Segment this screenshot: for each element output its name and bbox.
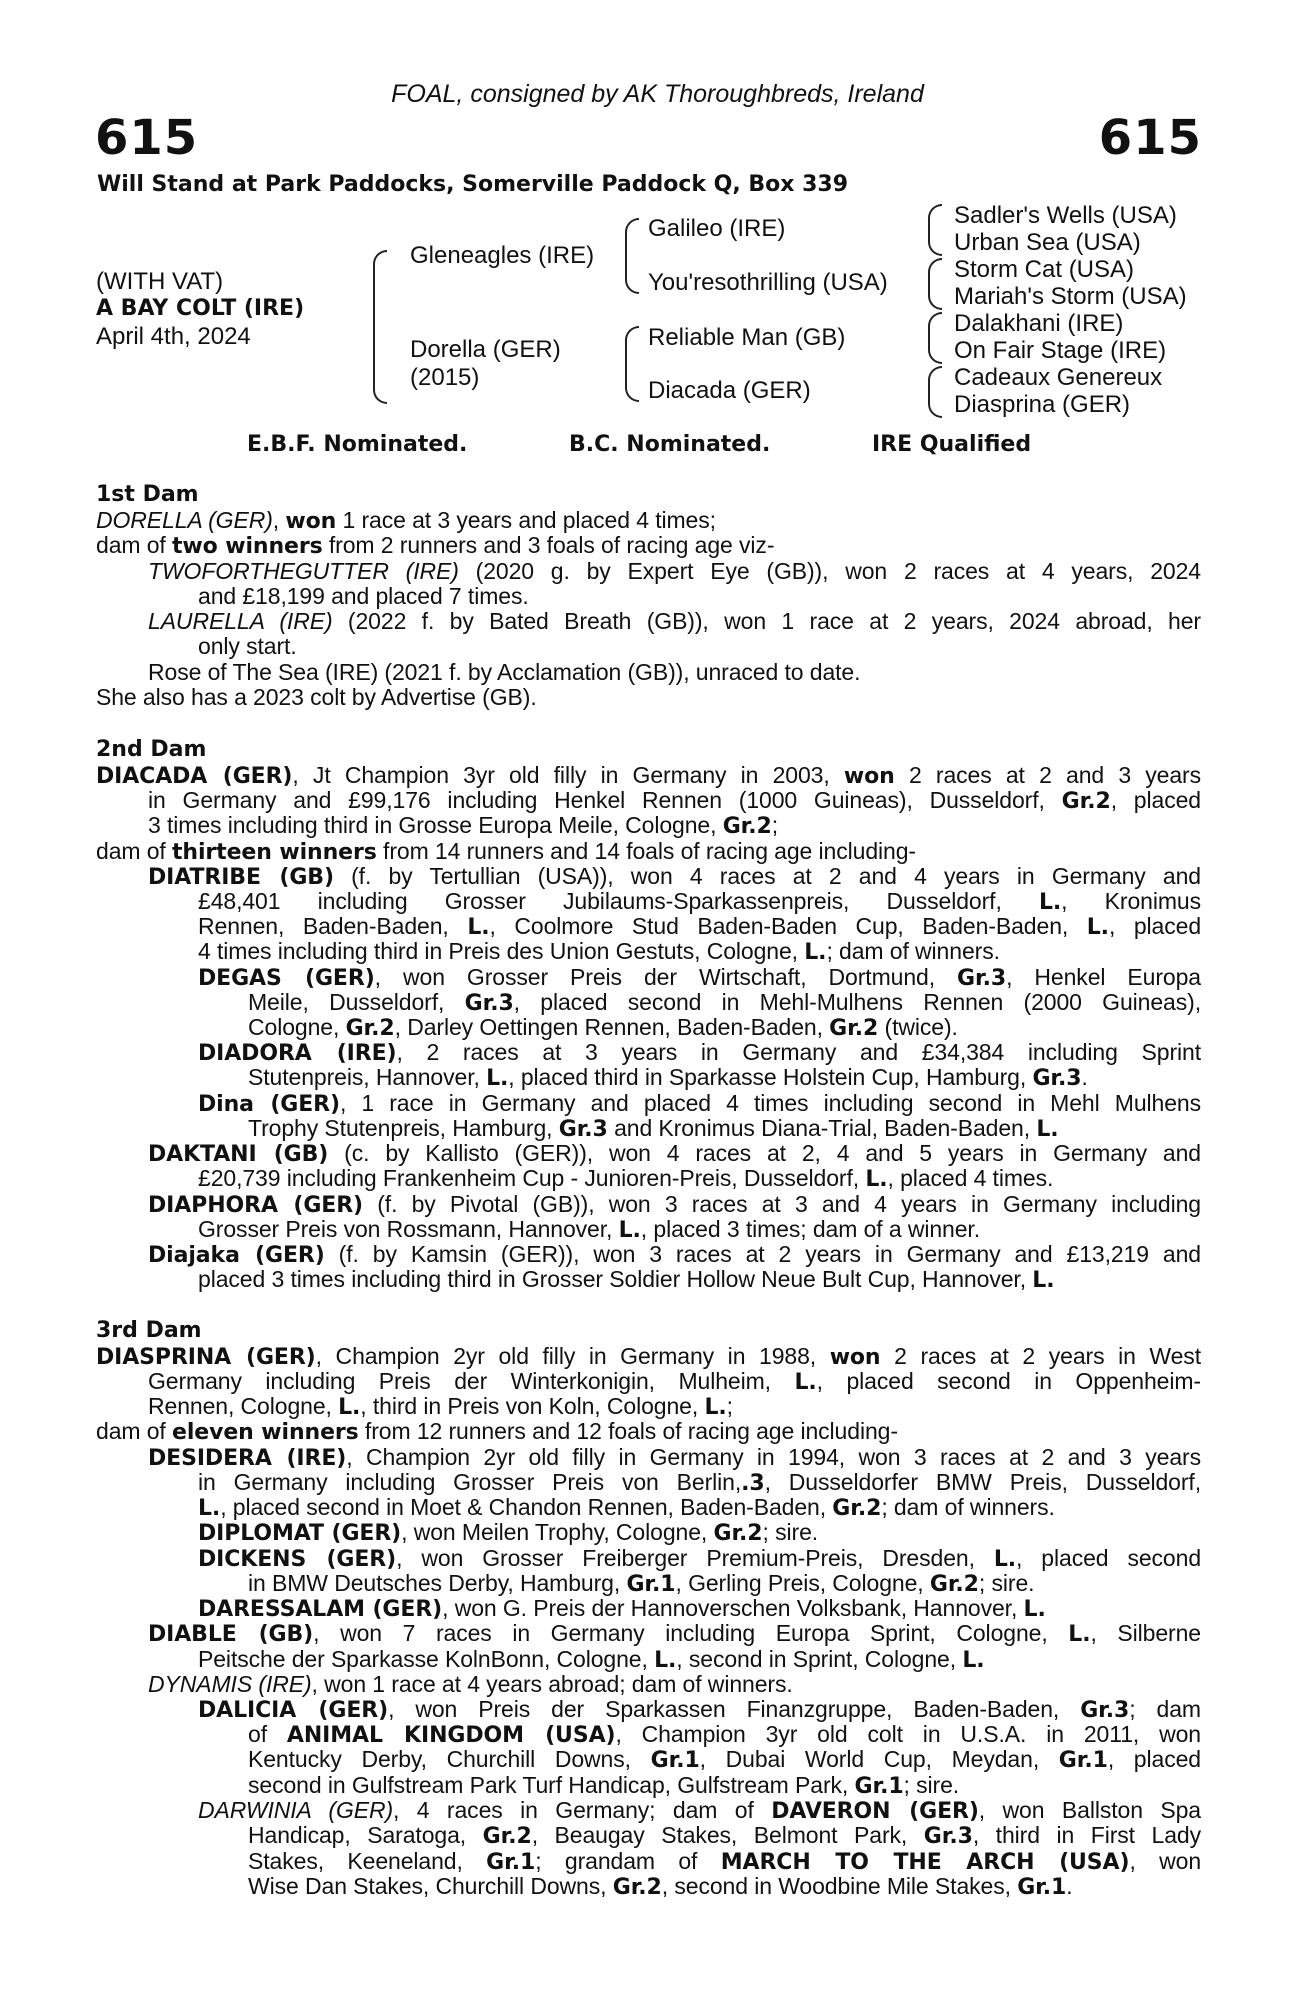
third-dam-line: DYNAMIS (IRE), won 1 race at 4 years abroad; dam of winners. (148, 1671, 793, 1697)
second-dam-line: Grosser Preis von Rossmann, Hannover, L., placed 3 times; dam of a winner. (198, 1216, 981, 1243)
first-dam-line: Rose of The Sea (IRE) (2021 f. by Acclamation (GB)), unraced to date. (148, 659, 861, 685)
second-dam-heading: 2nd Dam (96, 737, 207, 762)
third-dam-line: DALICIA (GER), won Preis der Sparkassen Finanzgruppe, Baden-Baden, Gr.3; dam (198, 1696, 1201, 1723)
first-dam-line: dam of two winners from 2 runners and 3 foals of racing age viz- (96, 532, 775, 559)
second-dam-line: DIACADA (GER), Jt Champion 3yr old filly in Germany in 2003, won 2 races at 2 and 3 years (96, 762, 1202, 789)
third-dam-line: DIPLOMAT (GER), won Meilen Trophy, Cologne, Gr.2; sire. (198, 1519, 819, 1546)
ebf-nomination: E.B.F. Nominated. (247, 432, 468, 457)
second-dam-line: £48,401 including Grosser Jubilaums-Sparkassenpreis, Dusseldorf, L., Kronimus (198, 888, 1201, 915)
second-dam-line: DIADORA (IRE), 2 races at 3 years in Germany and £34,384 including Sprint (198, 1039, 1201, 1066)
second-dam-line: placed 3 times including third in Grosser Soldier Hollow Neue Bult Cup, Hannover, L. (198, 1266, 1055, 1293)
first-dam-line: DORELLA (GER), won 1 race at 3 years and placed 4 times; (96, 507, 716, 534)
bracket-dam (625, 326, 639, 402)
lot-number-left: 615 (95, 110, 199, 166)
dam: Dorella (GER) (410, 336, 561, 363)
third-dam-line: L., placed second in Moet & Chandon Rennen, Baden-Baden, Gr.2; dam of winners. (198, 1494, 1055, 1521)
third-dam-line: DIASPRINA (GER), Champion 2yr old filly in Germany in 1988, won 2 races at 2 years in West (96, 1343, 1201, 1370)
third-dam-line: Stakes, Keeneland, Gr.1; grandam of MARCH TO THE ARCH (USA), won (248, 1848, 1202, 1875)
lot-name: A BAY COLT (IRE) (96, 296, 305, 321)
dam-dam-sire: Cadeaux Genereux (954, 364, 1163, 391)
ire-qualified: IRE Qualified (872, 432, 1032, 457)
sire-dam-dam: Mariah's Storm (USA) (954, 283, 1187, 310)
third-dam-line: DARESSALAM (GER), won G. Preis der Hannoverschen Volksbank, Hannover, L. (198, 1595, 1046, 1622)
third-dam-line: in Germany including Grosser Preis von Berlin,.3, Dusseldorfer BMW Preis, Dusseldorf, (198, 1469, 1202, 1496)
dam-sire-sire: Dalakhani (IRE) (954, 310, 1124, 337)
third-dam-line: dam of eleven winners from 12 runners and 12 foals of racing age including- (96, 1418, 898, 1445)
third-dam-line: Germany including Preis der Winterkonigin, Mulheim, L., placed second in Oppenheim- (148, 1368, 1201, 1395)
bracket-ds (928, 312, 942, 364)
stand-location: Will Stand at Park Paddocks, Somerville Paddock Q, Box 339 (97, 172, 849, 197)
third-dam-line: Rennen, Cologne, L., third in Preis von Koln, Cologne, L.; (148, 1393, 733, 1420)
third-dam-line: Handicap, Saratoga, Gr.2, Beaugay Stakes, Belmont Park, Gr.3, third in First Lady (248, 1822, 1201, 1849)
second-dam-line: DIATRIBE (GB) (f. by Tertullian (USA)), won 4 races at 2 and 4 years in Germany and (148, 863, 1201, 890)
bc-nomination: B.C. Nominated. (569, 432, 771, 457)
dam-year: (2015) (410, 364, 480, 391)
bracket-lot (373, 250, 387, 404)
foaling-date: April 4th, 2024 (96, 323, 251, 350)
second-dam-line: 4 times including third in Preis des Union Gestuts, Cologne, L.; dam of winners. (198, 938, 1000, 965)
lot-number-right: 615 (1098, 110, 1202, 166)
second-dam-line: DEGAS (GER), won Grosser Preis der Wirtschaft, Dortmund, Gr.3, Henkel Europa (198, 964, 1201, 991)
second-dam-line: Dina (GER), 1 race in Germany and placed 4 times including second in Mehl Mulhens (198, 1090, 1201, 1117)
consignor-line: FOAL, consigned by AK Thoroughbreds, Ireland (391, 80, 924, 108)
second-dam-line: Diajaka (GER) (f. by Kamsin (GER)), won 3 races at 2 years in Germany and £13,219 and (148, 1241, 1201, 1268)
third-dam-line: in BMW Deutsches Derby, Hamburg, Gr.1, Gerling Preis, Cologne, Gr.2; sire. (248, 1570, 1035, 1597)
second-dam-line: £20,739 including Frankenheim Cup - Junioren-Preis, Dusseldorf, L., placed 4 times. (198, 1165, 1054, 1192)
bracket-dd (928, 366, 942, 418)
bracket-ss (928, 204, 942, 256)
third-dam-heading: 3rd Dam (96, 1318, 202, 1343)
vat-note: (WITH VAT) (96, 268, 224, 295)
third-dam-line: of ANIMAL KINGDOM (USA), Champion 3yr old colt in U.S.A. in 2011, won (248, 1721, 1201, 1748)
first-dam-line: TWOFORTHEGUTTER (IRE) (2020 g. by Expert Eye (GB)), won 2 races at 4 years, 2024 (148, 558, 1201, 584)
first-dam-line: She also has a 2023 colt by Advertise (GB). (96, 684, 537, 710)
third-dam-line: second in Gulfstream Park Turf Handicap, Gulfstream Park, Gr.1; sire. (248, 1772, 960, 1799)
sire-sire-dam: Urban Sea (USA) (954, 229, 1141, 256)
third-dam-line: Wise Dan Stakes, Churchill Downs, Gr.2, second in Woodbine Mile Stakes, Gr.1. (248, 1873, 1073, 1900)
dam-dam-dam: Diasprina (GER) (954, 391, 1131, 418)
bracket-sire (625, 218, 639, 294)
sire-sire-sire: Sadler's Wells (USA) (954, 202, 1177, 229)
third-dam-line: Kentucky Derby, Churchill Downs, Gr.1, Dubai World Cup, Meydan, Gr.1, placed (248, 1746, 1201, 1773)
dam-sire: Reliable Man (GB) (648, 324, 846, 351)
third-dam-line: Peitsche der Sparkasse KolnBonn, Cologne, L., second in Sprint, Cologne, L. (198, 1646, 985, 1673)
second-dam-line: dam of thirteen winners from 14 runners and 14 foals of racing age including- (96, 838, 916, 865)
second-dam-line: DIAPHORA (GER) (f. by Pivotal (GB)), won 3 races at 3 and 4 years in Germany including (148, 1191, 1201, 1218)
second-dam-line: Meile, Dusseldorf, Gr.3, placed second in Mehl-Mulhens Rennen (2000 Guineas), (248, 989, 1201, 1016)
sire-dam-sire: Storm Cat (USA) (954, 256, 1135, 283)
second-dam-line: Stutenpreis, Hannover, L., placed third in Sparkasse Holstein Cup, Hamburg, Gr.3. (248, 1064, 1088, 1091)
dam-sire-dam: On Fair Stage (IRE) (954, 337, 1167, 364)
second-dam-line: Trophy Stutenpreis, Hamburg, Gr.3 and Kronimus Diana-Trial, Baden-Baden, L. (248, 1115, 1059, 1142)
second-dam-line: in Germany and £99,176 including Henkel Rennen (1000 Guineas), Dusseldorf, Gr.2, placed (148, 787, 1201, 814)
third-dam-line: DICKENS (GER), won Grosser Freiberger Premium-Preis, Dresden, L., placed second (198, 1545, 1202, 1572)
bracket-sd (928, 258, 942, 310)
third-dam-line: DARWINIA (GER), 4 races in Germany; dam of DAVERON (GER), won Ballston Spa (198, 1797, 1201, 1824)
first-dam-heading: 1st Dam (96, 482, 199, 507)
third-dam-line: DESIDERA (IRE), Champion 2yr old filly in Germany in 1994, won 3 races at 2 and 3 years (148, 1444, 1201, 1471)
third-dam-line: DIABLE (GB), won 7 races in Germany including Europa Sprint, Cologne, L., Silberne (148, 1620, 1201, 1647)
first-dam-line: LAURELLA (IRE) (2022 f. by Bated Breath (GB)), won 1 race at 2 years, 2024 abroad, her (148, 608, 1201, 634)
dam-dam: Diacada (GER) (648, 377, 811, 404)
sire: Gleneagles (IRE) (410, 242, 595, 269)
first-dam-line: only start. (198, 633, 297, 659)
first-dam-line: and £18,199 and placed 7 times. (198, 583, 529, 609)
second-dam-line: 3 times including third in Grosse Europa Meile, Cologne, Gr.2; (148, 812, 779, 839)
second-dam-line: Cologne, Gr.2, Darley Oettingen Rennen, Baden-Baden, Gr.2 (twice). (248, 1014, 958, 1041)
second-dam-line: DAKTANI (GB) (c. by Kallisto (GER)), won 4 races at 2, 4 and 5 years in Germany and (148, 1140, 1201, 1167)
second-dam-line: Rennen, Baden-Baden, L., Coolmore Stud Baden-Baden Cup, Baden-Baden, L., placed (198, 913, 1202, 940)
sire-dam: You'resothrilling (USA) (648, 269, 888, 296)
sire-sire: Galileo (IRE) (648, 215, 786, 242)
